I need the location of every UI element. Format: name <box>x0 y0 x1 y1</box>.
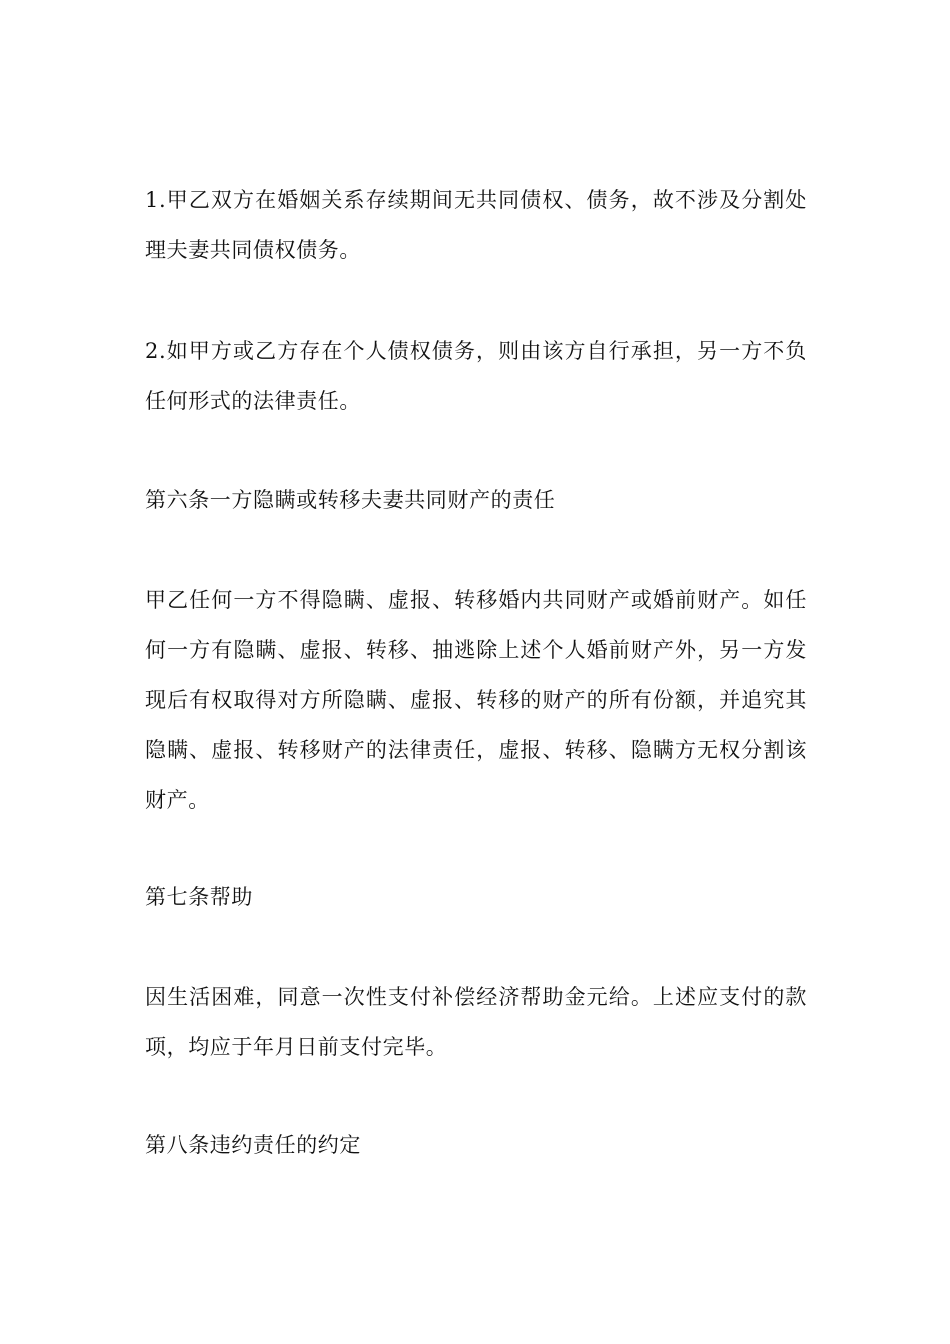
article-7-heading: 第七条帮助 <box>145 885 253 909</box>
article-7-body: 因生活困难，同意一次性支付补偿经济帮助金元给。上述应支付的款项，均应于年月日前支付完毕。 <box>145 985 807 1059</box>
article-6-heading: 第六条一方隐瞒或转移夫妻共同财产的责任 <box>145 488 556 512</box>
clause-debt-none: 1.甲乙双方在婚姻关系存续期间无共同债权、债务，故不涉及分割处理夫妻共同债权债务。 <box>145 188 807 262</box>
article-6-body: 甲乙任何一方不得隐瞒、虚报、转移婚内共同财产或婚前财产。如任何一方有隐瞒、虚报、转移、抽逃除上述个人婚前财产外，另一方发现后有权取得对方所隐瞒、虚报、转移的财产的所有份额，并追究其隐瞒、虚报、转移财产的法律责任，虚报、转移、隐瞒方无权分割该财产。 <box>145 588 807 812</box>
clause-personal-debt: 2.如甲方或乙方存在个人债权债务，则由该方自行承担，另一方不负任何形式的法律责任。 <box>145 339 807 413</box>
article-8-heading: 第八条违约责任的约定 <box>145 1133 361 1157</box>
